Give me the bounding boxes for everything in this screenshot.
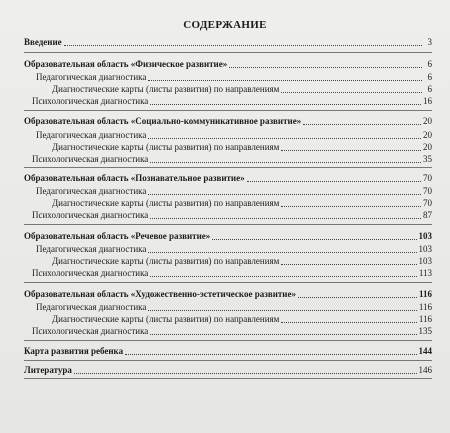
toc-entry-label: Диагностические карты (листы развития) по направлениям — [52, 256, 280, 266]
toc-entry-label: Образовательная область «Физическое развитие» — [24, 59, 228, 69]
toc-entry-page: 103 — [418, 244, 432, 254]
toc-entry-label: Диагностические карты (листы развития) по направлениям — [52, 84, 280, 94]
leader-dots — [212, 239, 416, 240]
toc-section-cognitive — [24, 173, 432, 184]
toc-section-speech — [24, 231, 432, 242]
toc-subentry — [32, 326, 432, 337]
leader-dots — [148, 194, 421, 195]
leader-dots — [150, 334, 416, 335]
toc-entry-label: Образовательная область «Социально-коммуникативное развитие» — [24, 116, 302, 126]
leader-dots — [150, 104, 421, 105]
toc-entry-label: Педагогическая диагностика — [36, 244, 147, 254]
toc-entry-page: 144 — [418, 346, 432, 356]
toc-entry-page: 103 — [418, 231, 432, 241]
toc-entry-label: Педагогическая диагностика — [36, 72, 147, 82]
leader-dots — [281, 150, 421, 151]
toc-entry-label: Образовательная область «Речевое развитие» — [24, 231, 211, 241]
toc-subentry — [36, 186, 432, 197]
leader-dots — [281, 264, 416, 265]
toc-entry-page: 70 — [423, 198, 432, 208]
leader-dots — [125, 354, 416, 355]
toc-entry-label: Психологическая диагностика — [32, 154, 149, 164]
toc-entry-label: Психологическая диагностика — [32, 268, 149, 278]
leader-dots — [229, 67, 422, 68]
leader-dots — [150, 218, 421, 219]
section-divider — [24, 360, 432, 361]
toc-entry-page: 35 — [423, 154, 432, 164]
toc-subentry — [32, 96, 432, 107]
toc-entry-page: 6 — [427, 84, 432, 94]
toc-entry-page: 116 — [418, 302, 432, 312]
toc-entry-development-map — [24, 346, 432, 357]
section-divider — [24, 110, 432, 111]
toc-entry-page: 116 — [418, 314, 432, 324]
section-divider — [24, 340, 432, 341]
leader-dots — [150, 162, 421, 163]
toc-subentry — [32, 268, 432, 279]
toc-entry-references — [24, 365, 432, 376]
toc-subentry — [36, 244, 432, 255]
toc-entry-page: 16 — [423, 96, 432, 106]
toc-entry-label: Психологическая диагностика — [32, 326, 149, 336]
toc-entry-page: 116 — [418, 289, 432, 299]
toc-entry-page: 3 — [427, 37, 432, 47]
section-divider — [24, 224, 432, 225]
leader-dots — [247, 181, 421, 182]
toc-entry-label: Карта развития ребенка — [24, 346, 124, 356]
toc-entry-page: 135 — [418, 326, 432, 336]
toc-entry-label: Диагностические карты (листы развития) по направлениям — [52, 198, 280, 208]
section-divider — [24, 282, 432, 283]
toc-subentry — [36, 72, 432, 83]
toc-entry-page: 146 — [418, 365, 432, 375]
toc-entry-label: Диагностические карты (листы развития) по направлениям — [52, 142, 280, 152]
toc-subentry — [36, 302, 432, 313]
toc-subentry — [32, 154, 432, 165]
toc-subentry — [52, 198, 432, 209]
toc-entry-label: Педагогическая диагностика — [36, 302, 147, 312]
leader-dots — [148, 252, 416, 253]
toc-entry-label: Психологическая диагностика — [32, 96, 149, 106]
toc-subentry — [52, 314, 432, 325]
toc-entry-label: Литература — [24, 365, 72, 375]
leader-dots — [281, 206, 421, 207]
leader-dots — [298, 297, 417, 298]
leader-dots — [281, 92, 422, 93]
toc-entry-page: 70 — [423, 186, 432, 196]
leader-dots — [148, 138, 421, 139]
toc-entry-label: Педагогическая диагностика — [36, 130, 147, 140]
toc-entry-page: 103 — [418, 256, 432, 266]
section-divider — [24, 167, 432, 168]
toc-section-social — [24, 116, 432, 127]
toc-entry-page: 113 — [418, 268, 432, 278]
toc-section-arts — [24, 289, 432, 300]
page-title: СОДЕРЖАНИЕ — [183, 19, 267, 31]
toc-subentry — [52, 142, 432, 153]
toc-entry-page: 6 — [427, 59, 432, 69]
leader-dots — [148, 310, 416, 311]
toc-subentry — [36, 130, 432, 141]
toc-section-physical — [24, 59, 432, 70]
toc-entry-page: 20 — [423, 142, 432, 152]
toc-subentry — [52, 84, 432, 95]
leader-dots — [148, 80, 422, 81]
toc-entry-label: Диагностические карты (листы развития) по направлениям — [52, 314, 280, 324]
toc-subentry — [52, 256, 432, 267]
leader-dots — [74, 373, 417, 374]
toc-entry-label: Психологическая диагностика — [32, 210, 149, 220]
leader-dots — [303, 124, 421, 125]
section-divider — [24, 378, 432, 379]
toc-entry-label: Образовательная область «Познавательное развитие» — [24, 173, 245, 183]
toc-entry-page: 20 — [423, 130, 432, 140]
toc-entry-page: 6 — [427, 72, 432, 82]
toc-entry-introduction — [24, 37, 432, 48]
toc-entry-label: Введение — [24, 37, 62, 47]
toc-entry-page: 87 — [423, 210, 432, 220]
toc-entry-label: Педагогическая диагностика — [36, 186, 147, 196]
toc-subentry — [32, 210, 432, 221]
section-divider — [24, 52, 432, 53]
leader-dots — [64, 45, 422, 46]
toc-entry-page: 70 — [423, 173, 432, 183]
toc-entry-page: 20 — [423, 116, 432, 126]
leader-dots — [281, 322, 416, 323]
leader-dots — [150, 276, 417, 277]
toc-entry-label: Образовательная область «Художественно-эстетическое развитие» — [24, 289, 296, 299]
